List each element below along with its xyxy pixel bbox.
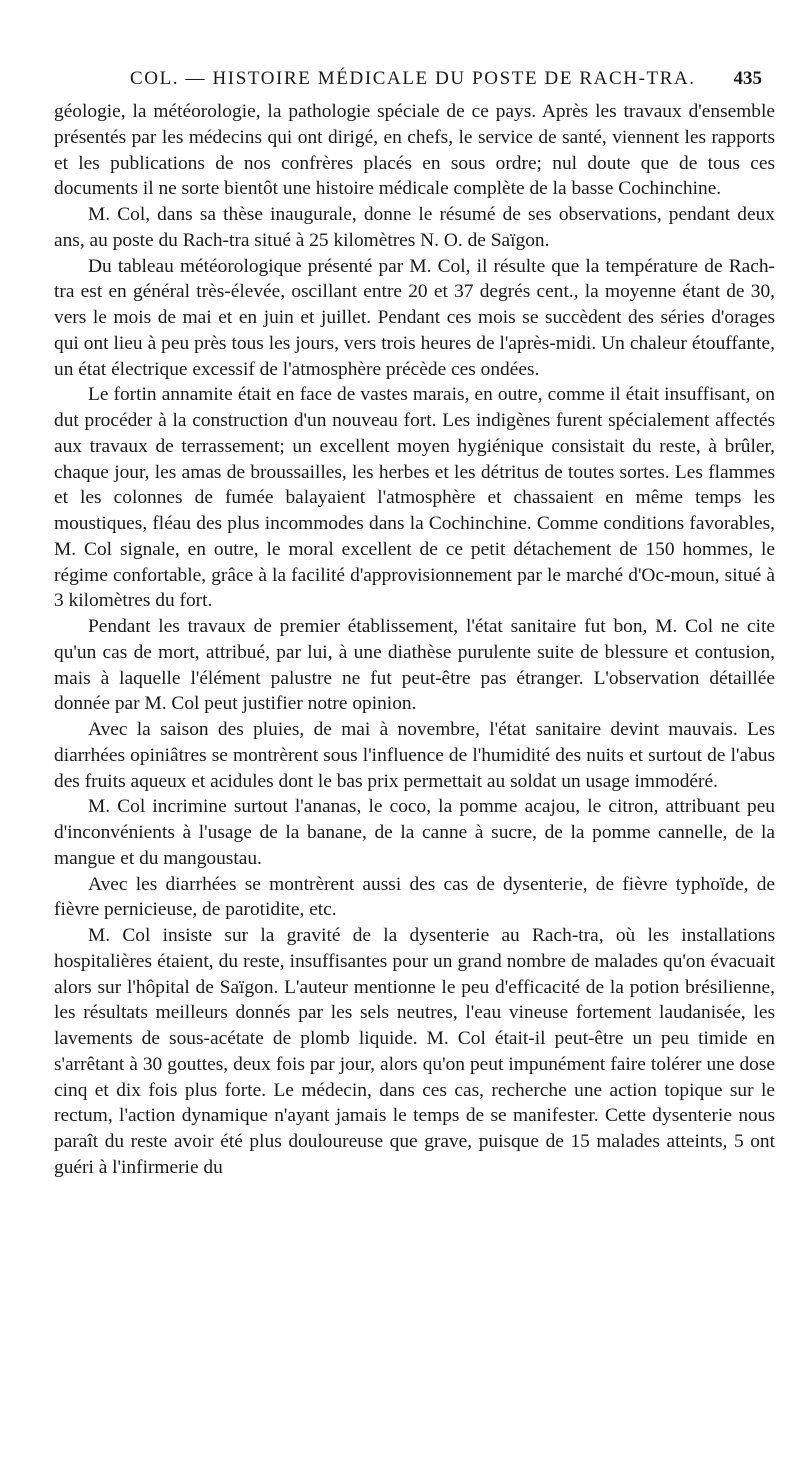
paragraph-dysenterie-cas: Avec les diarrhées se montrèrent aussi des cas de dysenterie, de fièvre typhoïde, de fièvre pernicieuse, de parotidite, etc. (54, 873, 775, 921)
paragraph-meteorologie: Du tableau météorologique présenté par M. Col, il résulte que la température de Rach-tra est en général très-élevée, oscillant entre 20 et 37 degrés cent., la moyenne étant de 30, vers le mois de mai et en juin et juillet. Pendant ces mois se succèdent des séries d'orages qui ont lieu à peu près tous les jours, vers trois heures de l'après-midi. Un chaleur étouffante, un état électrique excessif de l'atmosphère précède ces ondées. (54, 255, 775, 380)
paragraph-dysenterie-gravite: M. Col insiste sur la gravité de la dysenterie au Rach-tra, où les installations hospitalières étaient, du reste, insuffisantes pour un grand nombre de malades qu'on évacuait alors sur l'hôpital de Saïgon. L'auteur mentionne le peu d'efficacité de la potion brésilienne, les résultats meilleurs donnés par les sels neutres, l'eau vineuse fortement laudanisée, les lavements de sous-acétate de plomb liquide. M. Col était-il peut-être un peu timide en s'arrêtant à 30 gouttes, deux fois par jour, alors qu'on peut impunément faire tolérer une dose cinq et dix fois plus forte. Le médecin, dans ces cas, recherche une action topique sur le rectum, l'action dynamique n'ayant jamais le temps de se manifester. Cette dysenterie nous paraît du reste avoir été plus douloureuse que grave, puisque de 15 malades atteints, 5 ont guéri à l'infirmerie du (54, 925, 775, 1178)
paragraph-fruits: M. Col incrimine surtout l'ananas, le coco, la pomme acajou, le citron, attribuant peu d'inconvénients à l'usage de la banane, de la canne à sucre, de la pomme cannelle, de la mangue et du mangoustau. (54, 796, 775, 869)
running-header (90, 68, 762, 94)
running-title: COL. — HISTOIRE MÉDICALE DU POSTE DE RACH-TRA. (130, 68, 696, 89)
body-text (54, 99, 775, 1181)
paragraph-geologie: géologie, la météorologie, la pathologie spéciale de ce pays. Après les travaux d'ensemble présentés par les médecins qui ont dirigé, en chefs, le service de santé, viennent les rapports et les publications de nos confrères placés en sous ordre; nul doute que de tous ces documents il ne sorte bientôt une histoire médicale complète de la basse Cochinchine. (54, 101, 775, 200)
paragraph-saison-pluies: Avec la saison des pluies, de mai à novembre, l'état sanitaire devint mauvais. Les diarrhées opiniâtres se montrèrent sous l'influence de l'humidité des nuits et surtout de l'abus des fruits aqueux et acidules dont le bas prix permettait au soldat un usage immodéré. (54, 719, 775, 792)
paragraph-fortin: Le fortin annamite était en face de vastes marais, en outre, comme il était insuffisant, on dut procéder à la construction d'un nouveau fort. Les indigènes furent spécialement affectés aux travaux de terrassement; un excellent moyen hygiénique consistait du reste, à brûler, chaque jour, les amas de broussailles, les herbes et les détritus de toutes sortes. Les flammes et les colonnes de fumée balayaient l'atmosphère et chassaient en même temps les moustiques, fléau des plus incommodes dans la Cochinchine. Comme conditions favorables, M. Col signale, en outre, le moral excellent de ce petit détachement de 150 hommes, le régime confortable, grâce à la facilité d'approvisionnement par le marché d'Oc-moun, situé à 3 kilomètres du fort. (54, 384, 775, 612)
paragraph-these: M. Col, dans sa thèse inaugurale, donne le résumé de ses observations, pendant deux ans, au poste du Rach-tra situé à 25 kilomètres N. O. de Saïgon. (54, 204, 775, 251)
paragraph-etat-sanitaire: Pendant les travaux de premier établissement, l'état sanitaire fut bon, M. Col ne cite qu'un cas de mort, attribué, par lui, à une diathèse purulente suite de blessure et contusion, mais à laquelle l'élément palustre ne fut peut-être pas étranger. L'observation détaillée donnée par M. Col peut justifier notre opinion. (54, 616, 775, 715)
page-number: 435 (733, 68, 762, 89)
